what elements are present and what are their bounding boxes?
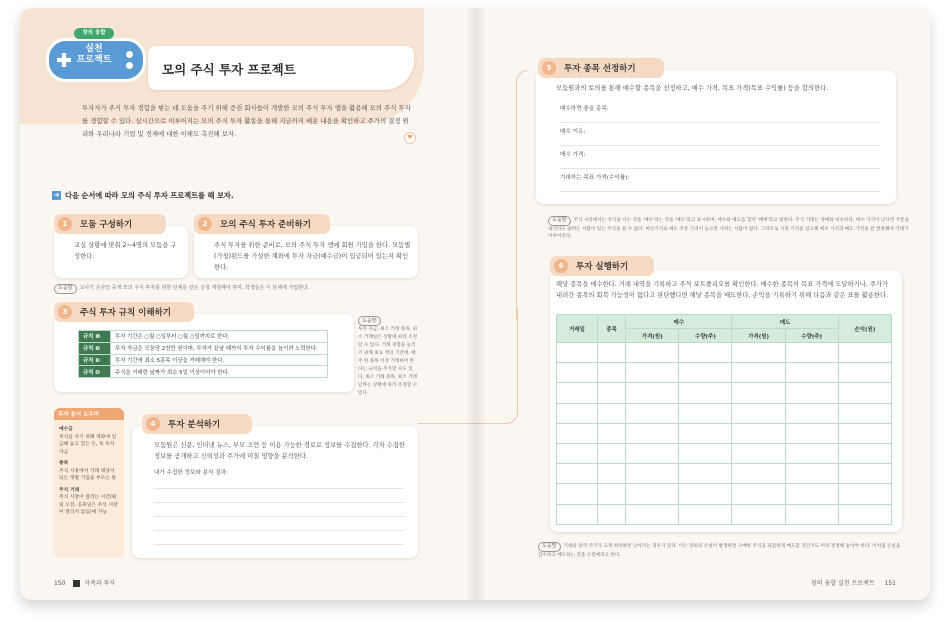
table-cell[interactable]: [557, 464, 598, 484]
table-cell[interactable]: [679, 343, 732, 363]
rule-row: [79, 366, 328, 378]
left-footer: [54, 578, 115, 587]
footer-marker-icon: [73, 580, 80, 587]
answer-line[interactable]: [154, 530, 404, 531]
table-cell[interactable]: [732, 423, 785, 443]
help-note-3: [548, 216, 912, 241]
rule-row: [79, 342, 328, 354]
rule-key: 규칙 ❷: [79, 342, 111, 354]
table-row: [557, 403, 892, 423]
title-card: [148, 46, 414, 90]
table-cell[interactable]: [557, 403, 598, 423]
step5-tab: [538, 58, 664, 78]
step1-title: 모둠 구성하기: [80, 220, 133, 230]
table-cell[interactable]: [785, 484, 838, 504]
table-cell[interactable]: [785, 343, 838, 363]
table-cell[interactable]: [598, 383, 626, 403]
step6-body: 해당 종목을 매수한다. 거래 내역을 기록하고 주식 포트폴리오를 확인한다. 매수한 종목의 목표 가격에 도달하거나, 주가가 내려간 종목의 회복 가능성이 없다고 판단했다면 해당 종목을 매도한다. 손익을 기록하기 위해 다음과 같은 표를 활용한다.: [556, 281, 889, 299]
instruction-text: 다음 순서에 따라 모의 주식 투자 프로젝트를 해 보자.: [65, 191, 234, 200]
rule-value: 투자 자금은 모둠당 2천만 원이며, 투자가 끝날 때까지 투자 수익률을 높이려 노력한다.: [111, 342, 328, 354]
table-cell[interactable]: [838, 423, 891, 443]
answer-line[interactable]: [154, 488, 404, 489]
step4-number: 4: [146, 417, 160, 431]
table-cell[interactable]: [598, 464, 626, 484]
col-buy: 매수: [626, 315, 732, 329]
step3-number: 3: [58, 305, 72, 319]
table-row: [557, 363, 892, 383]
left-footer-label: 자족과 투자: [84, 580, 116, 587]
table-cell[interactable]: [626, 423, 679, 443]
rule-row: [79, 331, 328, 343]
answer-line[interactable]: [560, 122, 880, 123]
col-sell: 매도: [732, 315, 838, 329]
answer-line[interactable]: [560, 191, 880, 192]
col-buy-price: 가격(원): [626, 329, 679, 343]
step5-body: 모둠원과의 토의를 통해 매수할 종목을 선정하고, 매수 가격, 목표 가격(목표 수익률) 등을 합의한다.: [556, 85, 829, 92]
step4-body: 모둠원은 신문, 인터넷 뉴스, 부모 조언 등 이용 가능한 경로로 정보를 수집한다. 각자 수집한 정보를 공개하고 신뢰성과 주가에 미칠 영향을 분석한다.: [154, 442, 406, 460]
textbook-spread: [20, 8, 930, 600]
table-row: [557, 464, 892, 484]
glossary-title: 투자 용어 도우미: [54, 408, 124, 420]
project-label-line2: 프로젝트: [76, 55, 112, 65]
table-cell[interactable]: [732, 383, 785, 403]
project-label: [70, 44, 118, 66]
col-profit: 손익(원): [838, 315, 891, 343]
table-row: [557, 484, 892, 504]
table-cell[interactable]: [626, 363, 679, 383]
rule-key: 규칙 ❸: [79, 354, 111, 366]
table-cell[interactable]: [732, 464, 785, 484]
col-sell-qty: 수량(주): [785, 329, 838, 343]
step5-number: 5: [542, 61, 556, 75]
rule-row: [79, 354, 328, 366]
table-cell[interactable]: [598, 504, 626, 524]
answer-line[interactable]: [154, 544, 404, 545]
table-row: [557, 504, 892, 524]
table-cell[interactable]: [626, 504, 679, 524]
table-row: [557, 423, 892, 443]
table-cell[interactable]: [626, 484, 679, 504]
table-cell[interactable]: [732, 403, 785, 423]
table-cell[interactable]: [557, 383, 598, 403]
rule-value: 주식을 거래한 날짜가 최소 5일 이상이어야 한다.: [111, 366, 328, 378]
table-cell[interactable]: [557, 443, 598, 463]
table-row: [557, 343, 892, 363]
step5-title: 투자 종목 선정하기: [564, 64, 636, 74]
intro-text: 투자자가 주식 투자 경험을 쌓는 데 도움을 주기 위해 증권 회사들이 개발한 모의 주식 투자 앱을 활용해 모의 주식 투자를 경험할 수 있다. 실시간으로 이루어지는 모의 주식 투자 활동을 통해 지금까지 배운 내용을 확인하고 주가의 결정 원리와 우리나라 기업 및 경제에 대한 이해도 촉진해 보자.: [82, 104, 411, 138]
step5-field-1: 매수 이유:: [560, 129, 586, 135]
table-cell[interactable]: [598, 484, 626, 504]
table-row: [557, 383, 892, 403]
trade-record-table: [556, 314, 892, 525]
table-cell[interactable]: [732, 363, 785, 383]
table-cell[interactable]: [838, 343, 891, 363]
table-cell[interactable]: [679, 464, 732, 484]
left-page-number: 150: [54, 580, 66, 587]
col-date: 거래일: [557, 315, 598, 343]
step5-field-3: 기대하는 목표 가격(수익률):: [560, 175, 630, 181]
table-cell[interactable]: [785, 383, 838, 403]
step1-number: 1: [58, 217, 72, 231]
table-cell[interactable]: [785, 504, 838, 524]
help-text-3: 주식 시장에서는 주식을 사는 것을 '매수'라는 것을 '매도'라고 표시하며, 매수와 매도를 합쳐 '매매'라고 말한다. 주식 거래는 경매와 비슷하다. 매수 가격이 낮다면 주문을 내더라도 팔려는 사람이 있는 주식을 살 수 없다. 마찬가지로 매도 주문 가격이 높으면 사려는 사람이 없다. 그러므로 시장 가격을 참고해 매수 가격과 매도 가격을 잘 결정해야 거래가 이루어진다.: [548, 218, 910, 239]
right-footer-label: 창의 융합 실천 프로젝트: [810, 580, 875, 587]
rule-value: 투자 기간에 최소 5종목 이상을 거래해야 한다.: [111, 354, 328, 366]
glossary-term: 예수금: [59, 427, 73, 432]
step2-title: 모의 주식 투자 준비하기: [220, 220, 311, 230]
answer-line[interactable]: [154, 502, 404, 503]
book-spine: [466, 8, 486, 600]
project-label-line1: 실천: [85, 44, 103, 54]
table-cell[interactable]: [626, 403, 679, 423]
step4-title: 투자 분석하기: [168, 420, 221, 430]
table-cell[interactable]: [838, 464, 891, 484]
answer-line[interactable]: [560, 145, 880, 146]
connector-path: [516, 70, 528, 320]
table-cell[interactable]: [838, 484, 891, 504]
step5-field-2: 매수 가격:: [560, 152, 586, 158]
rules-table: [78, 330, 328, 378]
table-cell[interactable]: [557, 484, 598, 504]
table-cell[interactable]: [626, 443, 679, 463]
step6-title: 투자 실행하기: [576, 262, 629, 272]
heart-icon: ♥: [404, 132, 416, 144]
step2-body: 주식 투자를 위한 준비로, 모의 주식 투자 앱에 회원 가입을 한다. 모둠별 (가칭)펀드를 가설한 계좌에 투자 자금(예수금)이 입금되어 있는지 확인한다.: [214, 242, 411, 271]
step2-tab: [194, 214, 330, 234]
help-text-1: 교사가 온라인 중개 모의 주식 투자를 위한 단체를 만든 신청 개설해야 하며, 학생들은 이 단체에 가입한다.: [79, 285, 310, 291]
help-note-1: [54, 284, 418, 294]
table-cell[interactable]: [732, 343, 785, 363]
glossary-desc: 주식 시장에서 거래 대상이 되는 개별 기업을 부르는 말: [59, 468, 117, 481]
glossary-items: [54, 420, 124, 521]
answer-line[interactable]: [154, 516, 404, 517]
glossary-desc: 주식 시장이 열리는 시간(평일 오전, 공휴일은 주식 시장이 열리지 않음)에 가능: [59, 495, 118, 515]
table-cell[interactable]: [838, 443, 891, 463]
table-row: [557, 443, 892, 463]
table-cell[interactable]: [679, 383, 732, 403]
step5-field-0: 매수하면 좋을 종목:: [560, 106, 609, 112]
help-pill-1: 도움말: [54, 284, 77, 294]
badge-label: 창의 융합: [74, 28, 114, 39]
table-cell[interactable]: [598, 343, 626, 363]
table-cell[interactable]: [679, 363, 732, 383]
table-cell[interactable]: [785, 363, 838, 383]
table-cell[interactable]: [626, 343, 679, 363]
step1-body: 교실 상황에 맞춰 2~4명의 모둠을 구성한다.: [74, 242, 177, 260]
help-note-4: [538, 542, 902, 559]
table-cell[interactable]: [598, 363, 626, 383]
step2-number: 2: [198, 217, 212, 231]
table-cell[interactable]: [785, 464, 838, 484]
table-cell[interactable]: [557, 504, 598, 524]
table-cell[interactable]: [598, 443, 626, 463]
help-pill-2: 도움말: [358, 316, 381, 326]
table-cell[interactable]: [557, 343, 598, 363]
right-footer: [811, 578, 896, 587]
table-header-row: [557, 315, 892, 329]
glossary-term: 주식 거래: [59, 487, 80, 493]
rule-value: 투자 기간은 ○월 ○일부터 ○월 ○일까지로 한다.: [111, 331, 328, 343]
table-cell[interactable]: [626, 464, 679, 484]
table-cell[interactable]: [732, 504, 785, 524]
glossary-desc: 주식을 사기 위해 계좌에 입금해 놓고 있는 돈, 즉 투자 자금: [59, 434, 117, 455]
table-cell[interactable]: [785, 403, 838, 423]
glossary-term: 종목: [59, 461, 69, 466]
col-buy-qty: 수량(주): [679, 329, 732, 343]
table-cell[interactable]: [838, 383, 891, 403]
step3-tab: [54, 302, 194, 322]
step6-number: 6: [554, 259, 568, 273]
table-cell[interactable]: [679, 484, 732, 504]
arrow-icon: ➔: [53, 191, 60, 199]
table-cell[interactable]: [732, 484, 785, 504]
step3-title: 주식 투자 규칙 이해하기: [80, 308, 171, 318]
page-title: 모의 주식 투자 프로젝트: [162, 62, 296, 77]
table-cell[interactable]: [785, 443, 838, 463]
table-cell[interactable]: [598, 423, 626, 443]
table-cell[interactable]: [732, 443, 785, 463]
rule-key: 규칙 ❶: [79, 331, 111, 343]
rule-key: 규칙 ❹: [79, 366, 111, 378]
col-stock: 종목: [598, 315, 626, 343]
table-cell[interactable]: [679, 423, 732, 443]
help-note-2: [358, 316, 418, 398]
step4-field-label: 내가 수집한 정보와 분석 결과:: [154, 470, 228, 476]
table-cell[interactable]: [838, 363, 891, 383]
table-cell[interactable]: [557, 423, 598, 443]
help-pill-3: 도움말: [548, 216, 571, 226]
help-text-2: 투자 자금, 최소 거래 종목, 최소 거래일은 상황에 따라 조정할 수 있다. 거래 경험을 늘리기 위해 최로 액의 기간에, 매주 한 종목 이상 거래하여 한다는 규칙을 추가할 수도 있다. 최소 거래 종목, 최소 거래 날짜는 상황에 따라 조정할 수 있다.: [358, 327, 418, 396]
table-cell[interactable]: [626, 383, 679, 403]
table-cell[interactable]: [598, 403, 626, 423]
table-cell[interactable]: [679, 443, 732, 463]
table-cell[interactable]: [557, 363, 598, 383]
table-cell[interactable]: [679, 504, 732, 524]
answer-line[interactable]: [560, 168, 880, 169]
table-cell[interactable]: [838, 504, 891, 524]
glossary-box: [54, 408, 124, 558]
col-sell-price: 가격(원): [732, 329, 785, 343]
help-text-4: 기대와 달리 주가가 크게 하락하면 낮아지는 경우가 있다. 이는 장외의 손실이 발생하면 구매한 주식을 과감하게 매도할 것인지도 미리 결정해 놓아야 한다. 이처럼 손실을 감수하고 매도하는 것을 손절매라고 한다.: [538, 544, 901, 558]
right-page-number: 151: [884, 580, 896, 587]
table-cell[interactable]: [785, 423, 838, 443]
table-cell[interactable]: [838, 403, 891, 423]
help-pill-4: 도움말: [538, 542, 561, 552]
table-cell[interactable]: [679, 403, 732, 423]
